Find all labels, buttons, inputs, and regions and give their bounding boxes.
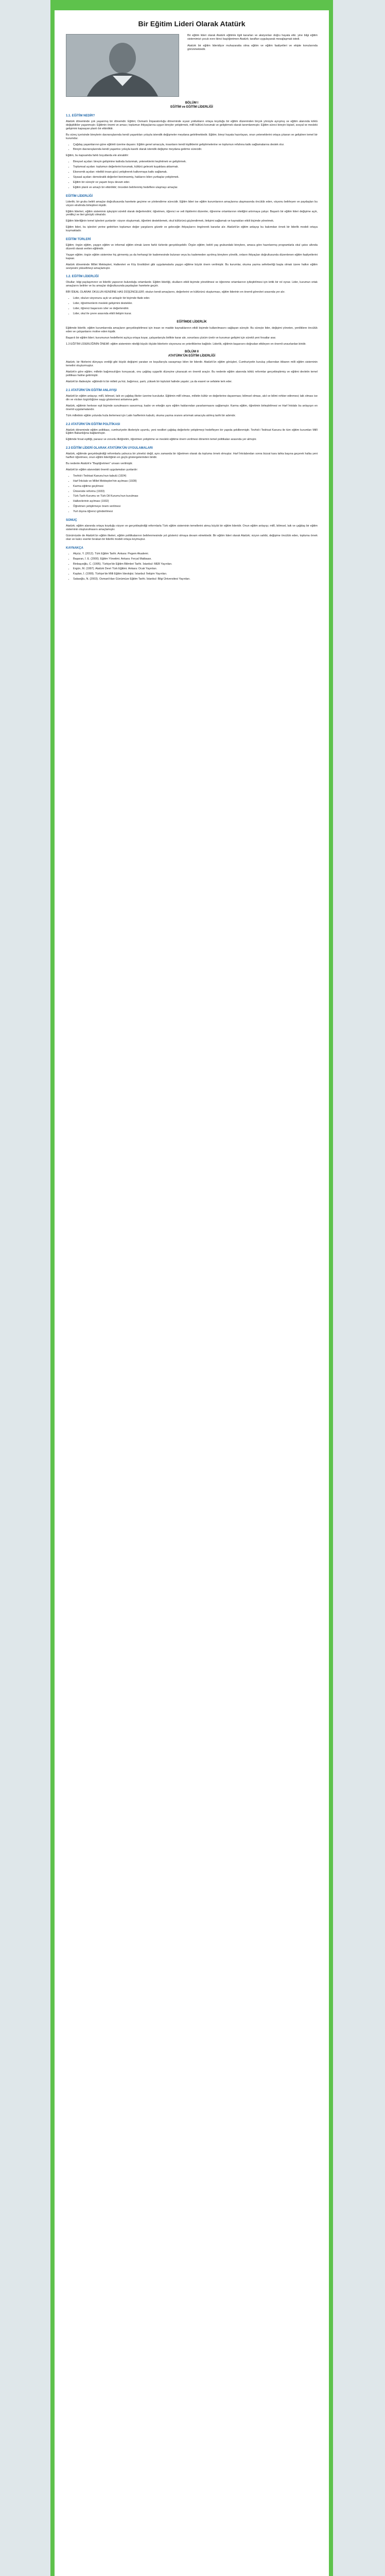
subsection-heading: EĞİTİM TÜRLERİ	[66, 238, 91, 242]
bullet-list	[66, 143, 318, 152]
section-heading: BÖLÜM I EĞİTİM ve EĞİTİM LİDERLİĞİ	[170, 101, 213, 109]
bullet-item: • Bireyin davranışlarında kendi yaşantısı yoluyla kasıtlı olarak istendik değişme meydana getirme sürecidir.	[73, 148, 318, 151]
document-sheet	[55, 10, 329, 2576]
paragraph: Atatürk'e göre eğitim; milletin bağımsızlığını koruyacak, onu çağdaş uygarlık düzeyine çıkaracak en önemli araçtır. Bu nedenle eğitim alanında köklü reformlar gerçekleştirmiş ve eğitimi devletin temel politikası haline getirmiştir.	[66, 370, 318, 378]
paragraph: Atatürk döneminde Millet Mektepleri, Halkevleri ve Köy Enstitüleri gibi uygulamalarla yaygın eğitime büyük önem verilmiştir. Bu kurumlar, okuma yazma seferberliği başta olmak üzere halkın eğitim seviyesini yükseltmeyi amaçlamıştır.	[66, 263, 318, 270]
document-content	[55, 10, 329, 581]
section-heading: EĞİTİMDE LİDERLİK	[177, 320, 207, 324]
bullet-item: • Öğretmen yetiştirmeye önem verilmesi	[73, 505, 318, 509]
paragraph: Atatürk döneminde eğitim politikası, cumhuriyetin ilkeleriyle uyumlu, yeni nesilleri çağdaş değerlerle yetiştirmeyi hedefleyen bir yapıda şekillenmiştir. Tevhid-i Tedrisat Kanunu ile tüm eğitim kurumları Millî Eğitim Bakanlığına bağlanmıştır.	[66, 428, 318, 435]
section-heading: BÖLÜM II ATATÜRK'ÜN EĞİTİM LİDERLİĞİ	[168, 350, 216, 358]
portrait-image	[66, 34, 179, 97]
paragraph: Atatürk; eğitim alanında ortaya koyduğu vizyon ve gerçekleştirdiği reformlarla Türk eğitim sisteminin temellerini atmış büyük bir eğitim lideridir. Onun eğitim anlayışı; millî, bilimsel, laik ve çağdaş bir eğitim sisteminin oluşturulmasını amaçlamıştır.	[66, 524, 318, 531]
paragraph: Atatürk'ün eğitim anlayışı; millî, bilimsel, laik ve çağdaş ilkeler üzerine kuruludur. Eğitimin millî olması, milletin kültür ve değerlerine dayanması; bilimsel olması, akıl ve bilimi rehber edinmesi; laik olması ise din ve vicdan özgürlüğüne saygı göstermesi anlamına gelir.	[66, 394, 318, 401]
bullet-item: • Üniversite reformu (1933)	[73, 490, 318, 494]
paragraph: Türk milletinin eğitim yolunda hızla ilerlemesi için Latin harflerinin kabulü, okuma yazma oranını artırmak amacıyla atılmış tarihi bir adımdır.	[66, 414, 236, 417]
paragraph: Okullar; bilgi paylaşımının ve liderlik yapısının bulunduğu ortamlardır. Eğitim liderliği, okulların etkili biçimde yönetilmesi ve öğrenme ortamlarının iyileştirilmesi için kritik bir rol oynar. Lider, kurumun ortak amaçlarını belirler ve bu amaçlar doğrultusunda paydaşları harekete geçirir.	[66, 281, 318, 288]
paragraph: Atatürk, eğitimin herkese eşit biçimde sunulmasını savunmuş; kadın ve erkeğin aynı eğitim haklarından yararlanmasını sağlamıştır. Karma eğitim, öğretimin birleştirilmesi ve Harf İnkılabı bu anlayışın en önemli uygulamalarıdır.	[66, 404, 318, 411]
page-frame	[50, 0, 333, 2576]
subsection-heading: 1.2. EĞİTİM LİDERLİĞİ	[66, 275, 99, 279]
bullet-item: • Lider, öğretmenlerin mesleki gelişimini destekler.	[73, 302, 318, 306]
sections	[66, 101, 318, 581]
paragraph: Eğitim; örgün eğitim, yaygın eğitim ve informal eğitim olmak üzere farklı türlerde gerçekleşebilir. Örgün eğitim; belirli yaş grubundaki bireylere, amaca göre hazırlanmış programlarla okul çatısı altında düzenli olarak verilen eğitimdir.	[66, 244, 318, 250]
paragraph: Eğitim liderliğinin temel işlevleri şunlardır: vizyon oluşturmak, öğretimi desteklemek, okul kültürünü güçlendirmek, iletişimi sağlamak ve kaynakları etkili biçimde yönetmek.	[66, 219, 274, 223]
bullet-item: • Çağdaş yaşamlarının güne eğitimli üzerine dayanır. Eğitim genel amacıyla, insanların kendi kişiliklerini geliştirmelerine ve toplumun refahına katkı sağlamalarına destek olur.	[73, 143, 318, 147]
paragraph: BİR İDEAL OLARAK OKULUN KENDİNE HAS DÜŞÜNCELERİ; okulun kendi amaçlarını, değerlerini ve kültürünü oluşturması, eğitim liderinin en önemli görevleri arasında yer alır.	[66, 291, 285, 294]
paragraph: Eğitimde fırsat eşitliği, parasız ve zorunlu ilköğretim, öğretmen yetiştirme ve mesleki eğitime önem verilmesi dönemin temel politikaları arasında yer almıştır.	[66, 438, 257, 442]
bullet-item: • Lider, öğrenci başarısını izler ve değerlendirir.	[73, 307, 318, 311]
paragraph: Liderlik; bir grubu belirli amaçlar doğrultusunda harekete geçirme ve yönlendirme sürecidir. Eğitim lideri ise eğitim kurumlarının amaçlarına ulaşmasında öncülük eden, vizyonu belirleyen ve paydaşları bu vizyon etrafında birleştiren kişidir.	[66, 200, 318, 207]
bullet-list	[66, 297, 318, 316]
paragraph: Eğitim, bu kapsamda farklı boyutlarda ele alınabilir:	[66, 154, 129, 158]
paragraph: Atatürk'ün ifadesiyle: eğitimdir ki bir milleti ya hür, bağımsız, şanlı, yüksek bir topluluk halinde yaşatır; ya da esaret ve sefalete terk eder.	[66, 380, 233, 384]
bullet-item: • Binbaşıoğlu, C. (1995). Türkiye'de Eğitim Bilimleri Tarihi. İstanbul: MEB Yayınları.	[73, 563, 318, 566]
section	[66, 350, 318, 581]
paragraph: Bu nedenle Atatürk'e "Başöğretmen" unvanı verilmiştir.	[66, 462, 133, 466]
subsection-heading: 1.1. EĞİTİM NEDİR?	[66, 114, 95, 117]
paragraph: Bu süreç içerisinde bireylerin davranışlarında kendi yaşantıları yoluyla istendik değişmeler meydana getirilmektedir. Eğitim; bireyi hayata hazırlayan, onun yeteneklerini ortaya çıkaran ve geliştiren temel bir kurumdur.	[66, 133, 318, 140]
bullet-item: • Kaplan, İ. (1999). Türkiye'de Milli Eğitim İdeolojisi. İstanbul: İletişim Yayınları.	[73, 572, 318, 576]
paragraph: 1.3 EĞİTİM LİDERLİĞİNİN ÖNEMİ: eğitim sisteminin niteliği büyük ölçüde liderlerin vizyonuna ve yeterliklerine bağlıdır. Liderlik, eğitimin başarısını doğrudan etkileyen en önemli unsurlardan biridir.	[66, 342, 306, 346]
bullet-item: • Eğitim planlı ve amaçlı bir etkinliktir; önceden belirlenmiş hedeflere ulaşmayı amaçlar.	[73, 186, 318, 190]
intro-paragraph: Bir eğitim lideri olarak Atatürk eğitimle ilgili kararları ve aksiyonları doğru hayata etki. yine bilgi eğitim sistemimizi çocuk evre ikinci başöğretmen Atatürk; tarafları uygulayarak mesajlaşmak istedi.	[187, 34, 318, 41]
bullet-item: • Karma eğitime geçilmesi	[73, 485, 318, 488]
paragraph: Günümüzde de Atatürk'ün eğitim ilkeleri, eğitim politikalarının belirlenmesinde yol gösterici olmaya devam etmektedir. Bir eğitim lideri olarak Atatürk; vizyon sahibi, değişime öncülük eden, topluma örnek olan ve kalıcı eserler bırakan bir liderlik modeli ortaya koymuştur.	[66, 534, 318, 541]
subsection-heading: 2.3 EĞİTİM LİDERİ OLARAK ATATÜRK'ÜN UYGULAMALARI	[66, 447, 153, 450]
bullet-item: • Tevhid-i Tedrisat Kanunu'nun kabulü (1924)	[73, 474, 318, 478]
paragraph: Yaygın eğitim; örgün eğitim sistemine hiç girmemiş ya da herhangi bir kademesinde bulunan veya bu kademeden ayrılmış bireylere yönelik, onların ihtiyaçları doğrultusunda düzenlenen eğitim faaliyetlerini kapsar.	[66, 253, 318, 260]
bullet-item: • Eğitim bir süreçtir ve yaşam boyu devam eder.	[73, 181, 318, 184]
bullet-item: • Bireysel açıdan: bireyin gelişimine katkıda bulunmak, yeteneklerini keşfetmek ve geliştirmek.	[73, 160, 318, 164]
subsection-heading: 2.2 ATATÜRK'ÜN EĞİTİM POLİTİKASI	[66, 422, 120, 426]
bullet-item: • Toplumsal açıdan: toplumun değerlerini korumak, kültürü gelecek kuşaklara aktarmak.	[73, 165, 318, 169]
bullet-item: • Harf İnkılabı ve Millet Mektepleri'nin açılması (1928)	[73, 480, 318, 483]
intro-text	[187, 34, 318, 55]
bullet-item: • Başaran, İ. E. (2000). Eğitim Yönetimi. Ankara: Feryal Matbaası.	[73, 557, 318, 561]
section	[66, 101, 318, 316]
bullet-item: • Lider, okulun vizyonunu açık ve anlaşılır bir biçimde ifade eder.	[73, 297, 318, 300]
bullet-list	[66, 160, 318, 189]
paragraph: Atatürk, eğitimde gerçekleştirdiği reformlarla yalnızca bir yönetici değil, aynı zamanda bir öğretmen olarak da topluma örnek olmuştur. Harf İnkılabından sonra bizzat kara tahta başına geçerek halka yeni harfleri öğretmesi, onun eğitim liderliğinin en güçlü göstergelerinden biridir.	[66, 452, 318, 460]
bullet-item: • Yurt dışına öğrenci gönderilmesi	[73, 510, 318, 514]
section	[66, 320, 318, 346]
bullet-item: • Ergün, M. (1997). Atatürk Devri Türk Eğitimi. Ankara: Ocak Yayınları.	[73, 567, 318, 571]
bullet-list	[66, 474, 318, 514]
document-title: Bir Eğitim Lideri Olarak Atatürk	[138, 20, 246, 28]
bullet-item: • Ekonomik açıdan: nitelikli insan gücü yetiştirerek kalkınmaya katkı sağlamak.	[73, 171, 318, 174]
paragraph: Başarılı bir eğitim lideri; kurumunun hedeflerini açıkça ortaya koyar, çalışanlarıyla birlikte karar alır, sorunlara çözüm üretir ve kurumun gelişimi için sürekli yeni fırsatlar arar.	[66, 336, 276, 340]
subsection-heading: KAYNAKÇA	[66, 546, 83, 550]
bullet-list	[66, 552, 318, 581]
bullet-item: • Akyüz, Y. (2012). Türk Eğitim Tarihi. Ankara: Pegem Akademi.	[73, 552, 318, 556]
paragraph: Eğitim lideri, bu işlevleri yerine getirirken toplumun değer yargılarını gözetir ve geleceğin ihtiyaçlarını öngörerek kararlar alır. Atatürk'ün eğitim anlayışı bu bakımdan örnek bir liderlik modeli ortaya koymaktadır.	[66, 226, 318, 233]
bullet-item: • Türk Tarih Kurumu ve Türk Dil Kurumu'nun kurulması	[73, 495, 318, 498]
paragraph: Atatürk döneminde çok yaşanmış bir dönemdir. Eğitim; Osmanlı İmparatorluğu döneminde sıyasi yoklukların ortaya koyduğu bir eğitim düzeninden birçok yönüyle ayrışmış ve eğitim alanında köklü değişiklikler yaşanmıştır. Eğitimin önemi ve amacı; toplumun ihtiyaçlarına uygun bireyler yetiştirmek, millî kültürü korumak ve geliştirmek olarak tanımlanmıştır. Eğitim süreci bireyin kişisel, sosyal ve mesleki gelişimini kapsayan planlı bir etkinliktir.	[66, 120, 318, 130]
intro-block	[66, 34, 318, 97]
subsection-heading: 2.1 ATATÜRK'ÜN EĞİTİM ANLAYIŞI	[66, 388, 117, 392]
subsection-heading: EĞİTİM LİDERLİĞİ	[66, 194, 93, 198]
bullet-item: • Lider, okul ile çevre arasında etkili iletişim kurar.	[73, 312, 318, 316]
bullet-item: • Sakaoğlu, N. (2003). Osmanlı'dan Günümüze Eğitim Tarihi. İstanbul: Bilgi Üniversitesi Yayınları.	[73, 578, 318, 581]
paragraph: Atatürk; bir fikirlerini dünyaya verdiği gibi büyük değişimi yaratan ve koşullarıyla savaşmayı bilen bir liderdir. Atatürk'ün eğitim görüşleri, Cumhuriyetin kuruluş yıllarından itibaren milli eğitim sisteminin temelini oluşturmuştur.	[66, 361, 318, 368]
paragraph: Atatürk'ün eğitim alanındaki önemli uygulamaları şunlardır:	[66, 468, 138, 471]
bullet-item: • Siyasal açıdan: demokratik değerleri benimsemiş, haklarını bilen yurttaşlar yetiştirmek.	[73, 176, 318, 179]
paragraph: Eğitim liderleri, eğitim sisteminin işleyişini sürekli olarak değerlendirir; öğretmen, öğrenci ve veli ilişkilerini düzenler, öğrenme ortamlarının niteliğini artırmaya çalışır. Başarılı bir eğitim lideri değişime açık, yenilikçi ve ileri görüşlü olmalıdır.	[66, 210, 318, 217]
intro-paragraph: Atatürk bir eğitim lideridiyor muhazaratta olma eğitim ve eğitim faaliyetleri ve ekipte konularında görünmektedir.	[187, 44, 318, 51]
paragraph: Eğitimde liderlik; eğitim kurumlarında amaçların gerçekleştirilmesi için insan ve madde kaynaklarının etkili biçimde kullanılmasını sağlayan süreçtir. Bu süreçte lider, değişimi yöneten, yeniliklere öncülük eden ve çalışanlarını motive eden kişidir.	[66, 326, 318, 333]
subsection-heading: SONUÇ	[66, 519, 77, 522]
bullet-item: • Halkevlerinin açılması (1932)	[73, 500, 318, 503]
